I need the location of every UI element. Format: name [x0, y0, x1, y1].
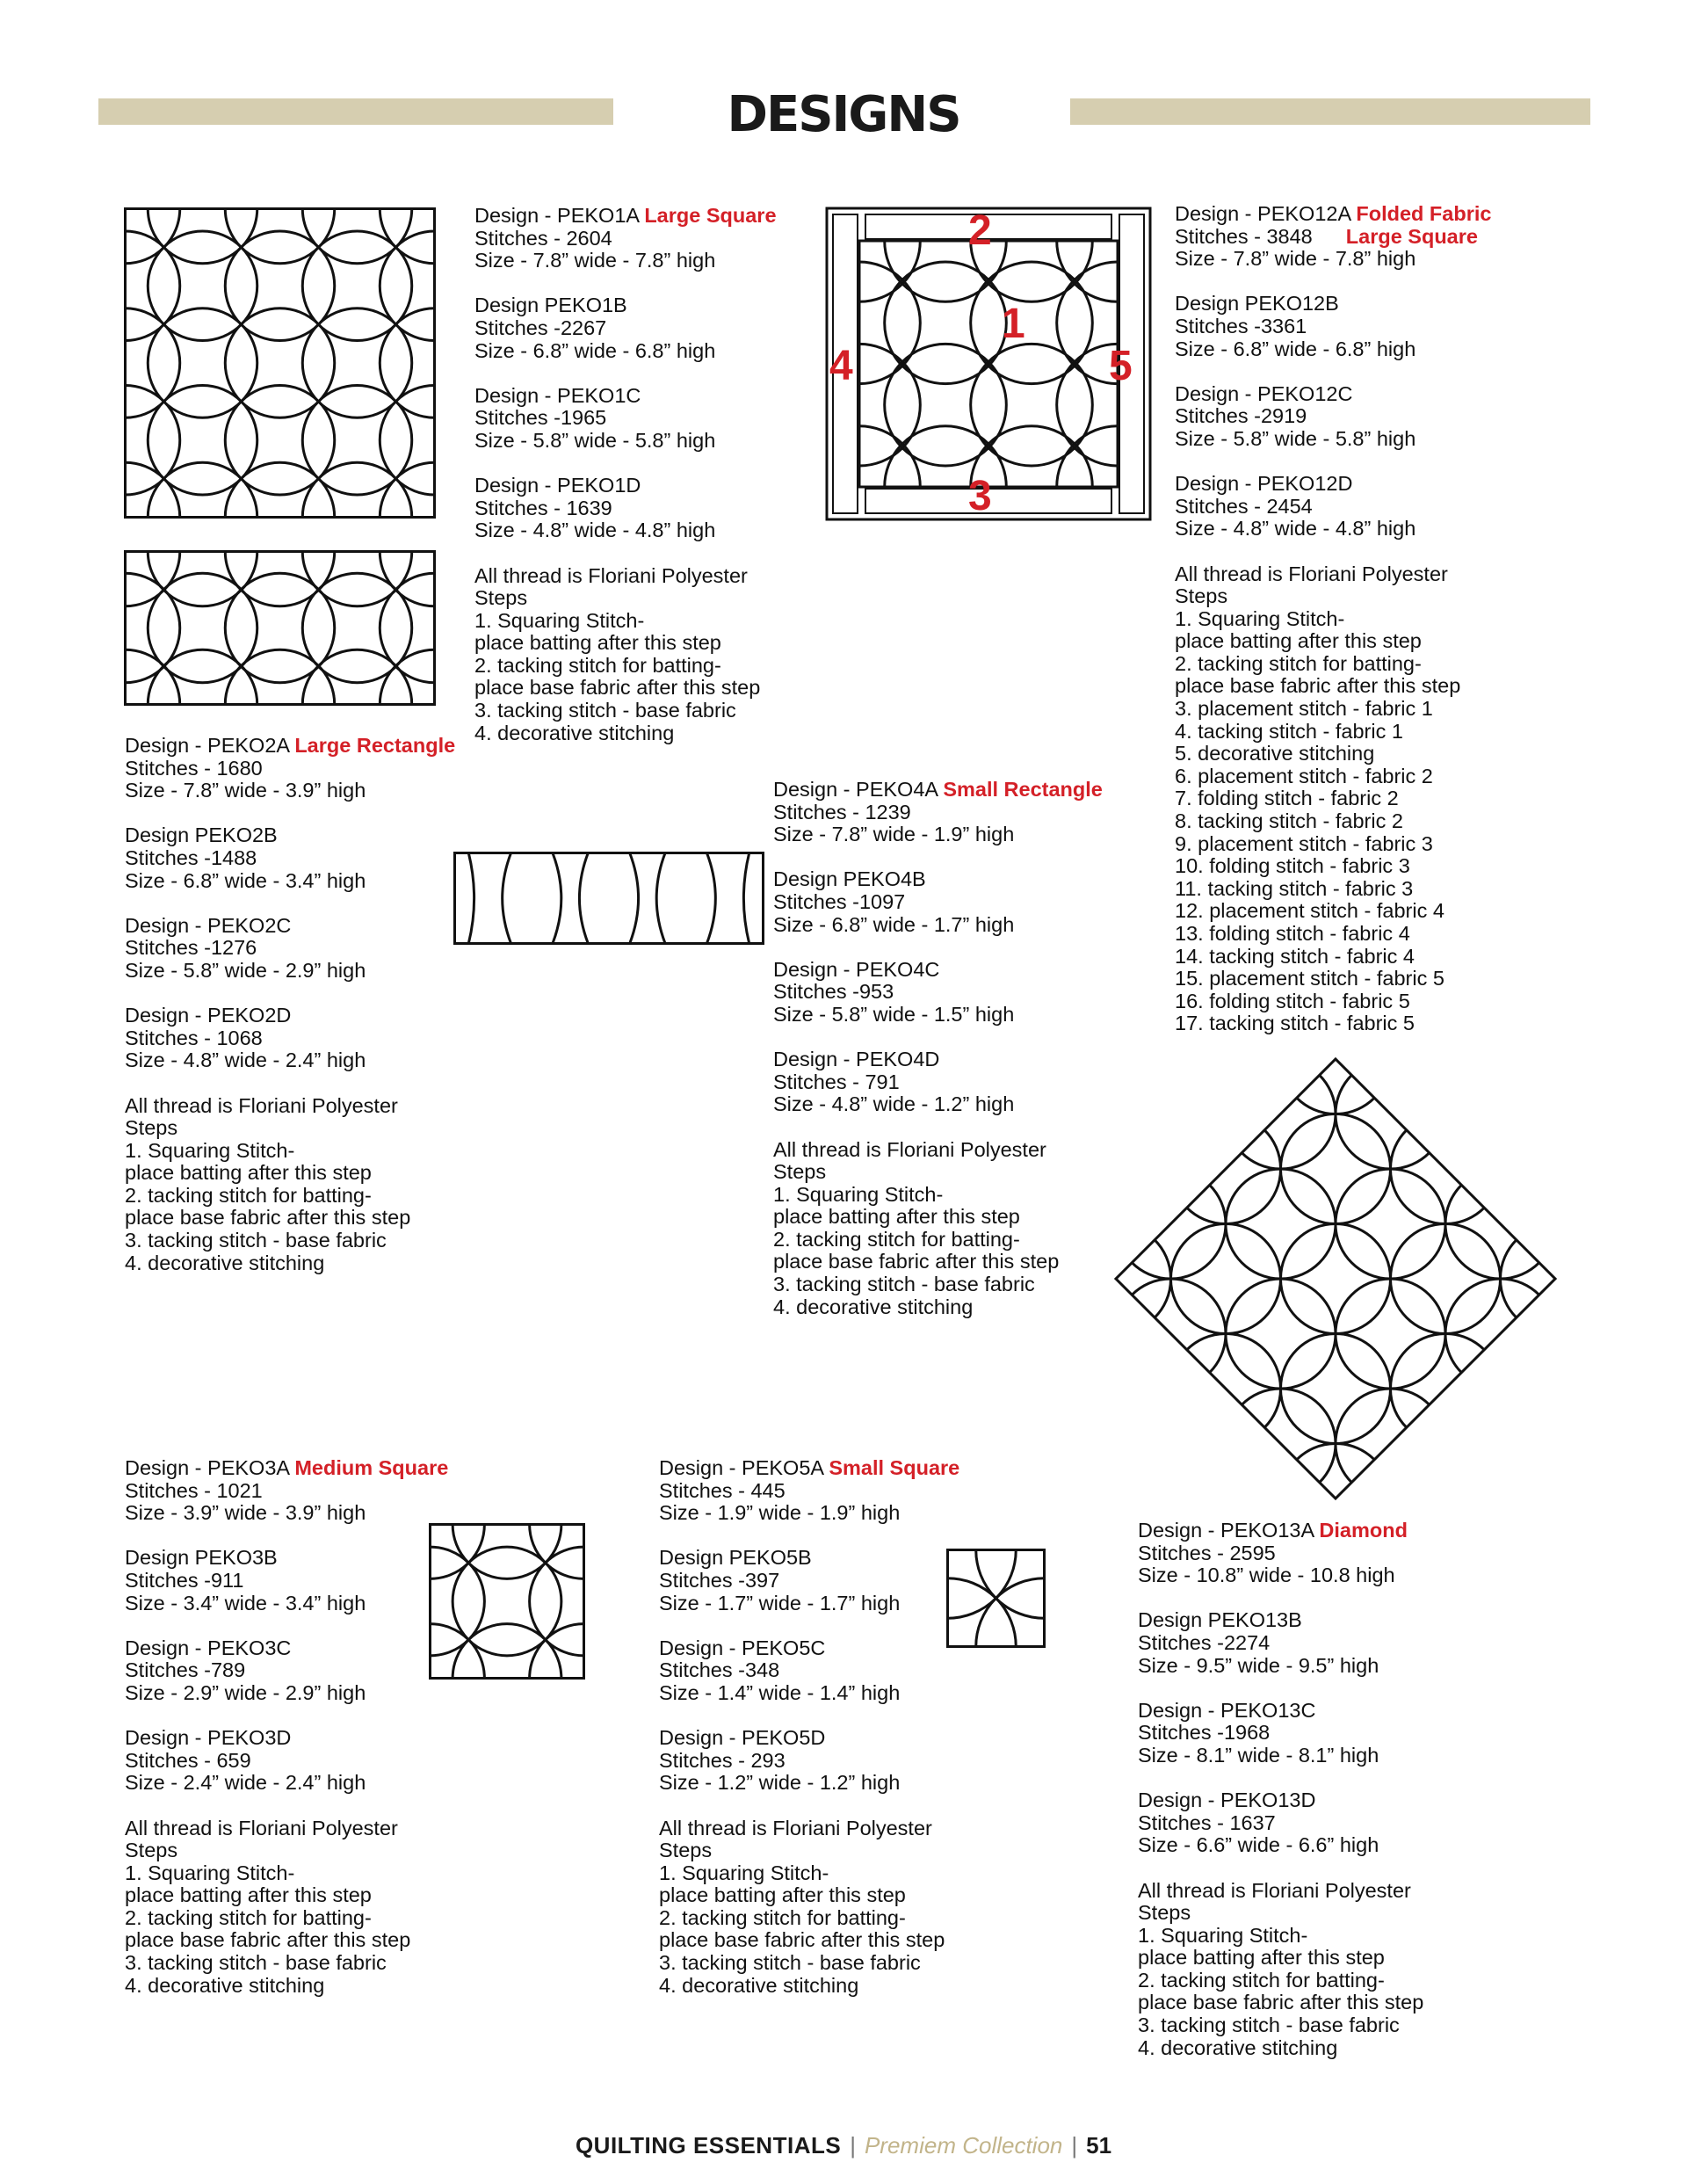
- step-line: 13. folding stitch - fabric 4: [1175, 922, 1410, 945]
- design-name: Design - PEKO13C: [1138, 1698, 1316, 1722]
- thread-note: All thread is Floriani Polyester: [773, 1137, 1046, 1161]
- stitch-count: Stitches - 1068: [125, 1026, 263, 1049]
- peko13b-entry: [1138, 1609, 1423, 1677]
- stitch-count: Stitches -953: [773, 980, 894, 1004]
- stitch-count: Stitches -1276: [125, 936, 257, 960]
- thread-note: All thread is Floriani Polyester: [659, 1816, 932, 1839]
- peko5-info: [659, 1457, 959, 1997]
- step-line: 2. tacking stitch for batting-: [474, 653, 721, 677]
- design-name: Design - PEKO5A: [659, 1456, 829, 1479]
- header-rule-left: [98, 98, 613, 125]
- header-rule-right: [1070, 98, 1590, 125]
- design-name: Design PEKO3B: [125, 1546, 278, 1570]
- design-size: Size - 4.8” wide - 1.2” high: [773, 1092, 1015, 1116]
- design-name: Design - PEKO2C: [125, 913, 292, 937]
- peko3-medium-square-figure: [429, 1523, 585, 1680]
- band-frame: [455, 853, 764, 944]
- design-type-label: Medium Square: [294, 1456, 449, 1479]
- step-line: 1. Squaring Stitch-: [125, 1138, 295, 1162]
- step-line: 12. placement stitch - fabric 4: [1175, 899, 1444, 923]
- peko1a-entry: [474, 205, 777, 272]
- step-line: 4. decorative stitching: [1138, 2035, 1338, 2059]
- peko1b-entry: [474, 294, 777, 362]
- step-line: place base fabric after this step: [1138, 1991, 1424, 2014]
- peko4-small-rectangle-figure: [453, 852, 764, 945]
- stitch-count: Stitches -1968: [1138, 1721, 1271, 1745]
- peko13-steps: [1138, 1880, 1423, 2060]
- band-arc: [656, 853, 665, 944]
- stitch-count: Stitches -3361: [1175, 314, 1307, 337]
- peko13-ring-grid: [1039, 982, 1633, 1577]
- design-name: Design - PEKO3D: [125, 1726, 292, 1750]
- peko2b-entry: [125, 824, 455, 892]
- design-size: Size - 5.8” wide - 1.5” high: [773, 1002, 1015, 1026]
- peko1-info: [474, 205, 777, 744]
- peko1-svg: [124, 207, 436, 519]
- peko4a-entry: [773, 779, 1103, 846]
- step-line: 1. Squaring Stitch-: [125, 1861, 295, 1884]
- peko4-info: [773, 779, 1103, 1318]
- design-size: Size - 3.4” wide - 3.4” high: [125, 1591, 366, 1614]
- design-size: Size - 7.8” wide - 7.8” high: [474, 249, 716, 272]
- design-name: Design - PEKO2A: [125, 734, 295, 757]
- design-type-label: Small Rectangle: [943, 778, 1103, 801]
- peko12d-entry: [1175, 473, 1491, 541]
- band-arc: [553, 853, 561, 944]
- fabric-number-2: 2: [968, 207, 992, 254]
- peko1-steps: [474, 565, 777, 745]
- thread-note: All thread is Floriani Polyester: [125, 1093, 398, 1117]
- peko4c-entry: [773, 959, 1103, 1027]
- design-name: Design - PEKO1C: [474, 383, 641, 407]
- design-type-label: Large Square: [644, 204, 777, 227]
- design-size: Size - 2.4” wide - 2.4” high: [125, 1771, 366, 1795]
- band-arc: [743, 853, 749, 944]
- stitch-count: Stitches -397: [659, 1568, 780, 1592]
- stitch-count: Stitches -1488: [125, 845, 257, 869]
- design-size: Size - 1.7” wide - 1.7” high: [659, 1591, 901, 1614]
- design-size: Size - 7.8” wide - 7.8” high: [1175, 247, 1416, 271]
- design-name: Design PEKO13B: [1138, 1608, 1302, 1632]
- design-name: Design - PEKO4C: [773, 957, 940, 981]
- stitch-count: Stitches -1097: [773, 889, 906, 913]
- design-size: Size - 7.8” wide - 3.9” high: [125, 779, 366, 802]
- design-name: Design - PEKO3C: [125, 1636, 292, 1659]
- step-line: 3. tacking stitch - base fabric: [659, 1951, 921, 1975]
- peko13c-entry: [1138, 1700, 1423, 1767]
- step-line: 3. tacking stitch - base fabric: [773, 1273, 1035, 1296]
- peko3c-entry: [125, 1637, 448, 1705]
- design-name: Design - PEKO12A: [1175, 202, 1357, 225]
- step-line: 10. folding stitch - fabric 3: [1175, 854, 1410, 878]
- design-name: Design PEKO12B: [1175, 292, 1339, 316]
- step-line: 9. placement stitch - fabric 3: [1175, 831, 1433, 855]
- peko5d-entry: [659, 1727, 959, 1795]
- steps-label: Steps: [125, 1839, 178, 1862]
- page-footer: [0, 2132, 1687, 2159]
- design-name: Design - PEKO2D: [125, 1004, 292, 1027]
- stitch-count: Stitches -348: [659, 1658, 780, 1682]
- peko1d-entry: [474, 475, 777, 542]
- step-line: 5. decorative stitching: [1175, 742, 1375, 765]
- footer-collection: Premiem Collection: [864, 2132, 1063, 2159]
- step-line: 3. tacking stitch - base fabric: [474, 699, 736, 722]
- peko13-info: [1138, 1520, 1423, 2059]
- step-line: place base fabric after this step: [125, 1928, 411, 1952]
- design-size: Size - 4.8” wide - 2.4” high: [125, 1048, 366, 1072]
- step-line: 2. tacking stitch for batting-: [1138, 1968, 1385, 1992]
- footer-separator: |: [850, 2132, 856, 2159]
- band-arc: [579, 853, 588, 944]
- design-size: Size - 1.9” wide - 1.9” high: [659, 1501, 901, 1525]
- peko12-info: [1175, 203, 1491, 1035]
- peko1c-entry: [474, 385, 777, 453]
- design-name: Design - PEKO12C: [1175, 381, 1353, 405]
- design-type-label-2: Large Square: [1345, 224, 1478, 248]
- stitch-count: Stitches - 445: [659, 1478, 786, 1502]
- step-line: 1. Squaring Stitch-: [1138, 1923, 1308, 1947]
- peko5-small-square-figure: [946, 1549, 1046, 1648]
- steps-label: Steps: [1175, 584, 1228, 608]
- step-line: 2. tacking stitch for batting-: [125, 1183, 372, 1207]
- design-name: Design - PEKO4D: [773, 1048, 940, 1071]
- step-line: place batting after this step: [659, 1883, 906, 1907]
- step-line: 1. Squaring Stitch-: [773, 1182, 944, 1206]
- design-size: Size - 5.8” wide - 5.8” high: [1175, 426, 1416, 450]
- peko4-svg: [453, 852, 764, 945]
- peko3-info: [125, 1457, 448, 1997]
- peko3b-entry: [125, 1547, 448, 1614]
- peko5b-entry: [659, 1547, 959, 1614]
- design-size: Size - 6.8” wide - 6.8” high: [474, 338, 716, 362]
- step-line: 4. decorative stitching: [474, 721, 675, 744]
- design-type-label: Small Square: [829, 1456, 960, 1479]
- stitch-count: Stitches - 1239: [773, 800, 911, 824]
- step-line: 3. tacking stitch - base fabric: [125, 1229, 387, 1252]
- stitch-count: Stitches - 1639: [474, 496, 612, 519]
- design-name: Design PEKO1B: [474, 294, 627, 317]
- step-line: place batting after this step: [773, 1205, 1020, 1229]
- step-line: 8. tacking stitch - fabric 2: [1175, 809, 1403, 833]
- peko5a-entry: [659, 1457, 959, 1525]
- stitch-count: Stitches -2274: [1138, 1630, 1271, 1654]
- footer-publication: QUILTING ESSENTIALS: [575, 2132, 842, 2159]
- peko4d-entry: [773, 1048, 1103, 1116]
- stitch-count: Stitches -1965: [474, 406, 607, 430]
- design-size: Size - 4.8” wide - 4.8” high: [1175, 517, 1416, 541]
- peko2-steps: [125, 1095, 455, 1275]
- peko12-svg: [826, 207, 1151, 520]
- design-name: Design - PEKO12D: [1175, 472, 1353, 496]
- step-line: 1. Squaring Stitch-: [659, 1861, 829, 1884]
- design-size: Size - 6.8” wide - 1.7” high: [773, 912, 1015, 936]
- design-size: Size - 4.8” wide - 4.8” high: [474, 519, 716, 542]
- step-line: 4. decorative stitching: [659, 1973, 859, 1997]
- peko5c-entry: [659, 1637, 959, 1705]
- step-line: 4. decorative stitching: [773, 1295, 974, 1318]
- stitch-count: Stitches - 293: [659, 1748, 786, 1772]
- stitch-count: Stitches - 1680: [125, 756, 263, 780]
- stitch-count: Stitches - 659: [125, 1748, 251, 1772]
- stitch-count: Stitches -911: [125, 1568, 244, 1592]
- design-name: Design - PEKO5D: [659, 1726, 826, 1750]
- peko13-svg: [1116, 1059, 1555, 1498]
- thread-note: All thread is Floriani Polyester: [125, 1816, 398, 1839]
- design-size: Size - 10.8” wide - 10.8 high: [1138, 1564, 1395, 1587]
- peko12a-entry: [1175, 203, 1491, 271]
- step-line: 17. tacking stitch - fabric 5: [1175, 1012, 1415, 1035]
- peko12-steps: [1175, 563, 1491, 1035]
- stitch-count: Stitches -2267: [474, 316, 607, 339]
- peko2d-entry: [125, 1005, 455, 1072]
- step-line: 1. Squaring Stitch-: [474, 608, 645, 632]
- thread-note: All thread is Floriani Polyester: [1138, 1878, 1411, 1902]
- fabric-number-4: 4: [829, 343, 853, 389]
- step-line: 4. decorative stitching: [125, 1251, 325, 1274]
- peko2-info: [125, 735, 455, 1274]
- stitch-count: Stitches -789: [125, 1658, 246, 1682]
- page-title: DESIGNS: [727, 86, 960, 143]
- peko2a-entry: [125, 735, 455, 802]
- peko3-steps: [125, 1818, 448, 1998]
- design-size: Size - 3.9” wide - 3.9” high: [125, 1501, 366, 1525]
- design-name: Design - PEKO3A: [125, 1456, 295, 1479]
- peko4-steps: [773, 1139, 1103, 1319]
- design-type-label: Large Rectangle: [294, 734, 456, 757]
- fabric-number-5: 5: [1109, 343, 1133, 389]
- step-line: 1. Squaring Stitch-: [1175, 606, 1345, 630]
- peko12-folded-fabric-figure: [826, 207, 1151, 520]
- step-line: 2. tacking stitch for batting-: [659, 1905, 906, 1929]
- stitch-count: Stitches - 1021: [125, 1478, 263, 1502]
- step-line: 3. placement stitch - fabric 1: [1175, 697, 1433, 721]
- band-arc: [706, 853, 715, 944]
- design-type-label: Folded Fabric: [1356, 202, 1492, 225]
- step-line: 4. tacking stitch - fabric 1: [1175, 719, 1403, 743]
- thread-note: All thread is Floriani Polyester: [474, 563, 748, 587]
- peko3a-entry: [125, 1457, 448, 1525]
- design-name: Design PEKO4B: [773, 867, 926, 891]
- design-name: Design - PEKO5C: [659, 1636, 826, 1659]
- peko13d-entry: [1138, 1789, 1423, 1857]
- peko2-large-rectangle-figure: [124, 550, 436, 706]
- peko1-large-square-figure: [124, 207, 436, 519]
- design-type-label: Diamond: [1319, 1519, 1408, 1542]
- step-line: 6. placement stitch - fabric 2: [1175, 764, 1433, 787]
- steps-label: Steps: [659, 1839, 713, 1862]
- design-size: Size - 1.2” wide - 1.2” high: [659, 1771, 901, 1795]
- thread-note: All thread is Floriani Polyester: [1175, 562, 1448, 585]
- step-line: place batting after this step: [125, 1883, 372, 1907]
- design-size: Size - 6.8” wide - 3.4” high: [125, 868, 366, 892]
- band-arc: [503, 853, 511, 944]
- step-line: 4. decorative stitching: [125, 1973, 325, 1997]
- band-arc: [468, 853, 474, 944]
- step-line: place batting after this step: [474, 631, 721, 655]
- design-name: Design - PEKO1D: [474, 474, 641, 497]
- step-line: 2. tacking stitch for batting-: [773, 1227, 1020, 1251]
- stitch-count: Stitches - 2595: [1138, 1541, 1276, 1564]
- design-name: Design - PEKO4A: [773, 778, 944, 801]
- design-name: Design - PEKO13D: [1138, 1789, 1316, 1812]
- stitch-count: Stitches - 791: [773, 1070, 900, 1093]
- step-line: place batting after this step: [1138, 1946, 1385, 1970]
- peko3d-entry: [125, 1727, 448, 1795]
- fabric-number-3: 3: [968, 473, 992, 519]
- design-size: Size - 5.8” wide - 2.9” high: [125, 958, 366, 982]
- stitch-count: Stitches - 1637: [1138, 1810, 1276, 1834]
- design-name: Design PEKO2B: [125, 824, 278, 847]
- design-size: Size - 9.5” wide - 9.5” high: [1138, 1653, 1379, 1677]
- step-line: 15. placement stitch - fabric 5: [1175, 967, 1444, 990]
- footer-separator-2: |: [1071, 2132, 1078, 2159]
- step-line: 11. tacking stitch - fabric 3: [1175, 876, 1414, 900]
- stitch-count: Stitches - 2454: [1175, 494, 1313, 518]
- step-line: 16. folding stitch - fabric 5: [1175, 989, 1410, 1012]
- peko12b-entry: [1175, 293, 1491, 360]
- peko5-svg: [946, 1549, 1046, 1648]
- peko13-diamond-figure: [1116, 1059, 1555, 1498]
- step-line: 7. folding stitch - fabric 2: [1175, 787, 1399, 810]
- step-line: place batting after this step: [125, 1161, 372, 1185]
- steps-label: Steps: [1138, 1901, 1191, 1925]
- design-size: Size - 6.8” wide - 6.8” high: [1175, 337, 1416, 360]
- peko2c-entry: [125, 915, 455, 983]
- design-name: Design - PEKO1A: [474, 204, 645, 227]
- peko12c-entry: [1175, 383, 1491, 451]
- peko13a-entry: [1138, 1520, 1423, 1587]
- design-name: Design - PEKO13A: [1138, 1519, 1320, 1542]
- design-size: Size - 5.8” wide - 5.8” high: [474, 428, 716, 452]
- peko2-svg: [124, 550, 436, 706]
- peko5-steps: [659, 1818, 959, 1998]
- design-size: Size - 1.4” wide - 1.4” high: [659, 1680, 901, 1704]
- step-line: place base fabric after this step: [1175, 674, 1461, 698]
- page-number: 51: [1086, 2132, 1112, 2159]
- steps-label: Steps: [474, 586, 528, 610]
- step-line: place base fabric after this step: [125, 1206, 411, 1230]
- step-line: 14. tacking stitch - fabric 4: [1175, 944, 1415, 968]
- stitch-count: Stitches - 3848: [1175, 224, 1313, 248]
- step-line: 3. tacking stitch - base fabric: [125, 1951, 387, 1975]
- step-line: 3. tacking stitch - base fabric: [1138, 2013, 1400, 2037]
- step-line: place batting after this step: [1175, 629, 1422, 653]
- design-size: Size - 6.6” wide - 6.6” high: [1138, 1833, 1379, 1857]
- step-line: 2. tacking stitch for batting-: [1175, 651, 1422, 675]
- step-line: 2. tacking stitch for batting-: [125, 1905, 372, 1929]
- steps-label: Steps: [125, 1116, 178, 1140]
- fabric-number-1: 1: [1002, 301, 1025, 347]
- peko4b-entry: [773, 868, 1103, 936]
- peko3-svg: [429, 1523, 585, 1680]
- step-line: place base fabric after this step: [659, 1928, 945, 1952]
- design-size: Size - 2.9” wide - 2.9” high: [125, 1680, 366, 1704]
- band-arc: [630, 853, 639, 944]
- step-line: place base fabric after this step: [474, 676, 761, 700]
- steps-label: Steps: [773, 1160, 827, 1184]
- stitch-count: Stitches -2919: [1175, 404, 1307, 428]
- stitch-count: Stitches - 2604: [474, 226, 612, 250]
- step-line: place base fabric after this step: [773, 1250, 1060, 1273]
- design-size: Size - 8.1” wide - 8.1” high: [1138, 1743, 1379, 1767]
- design-size: Size - 7.8” wide - 1.9” high: [773, 823, 1015, 846]
- design-name: Design PEKO5B: [659, 1546, 812, 1570]
